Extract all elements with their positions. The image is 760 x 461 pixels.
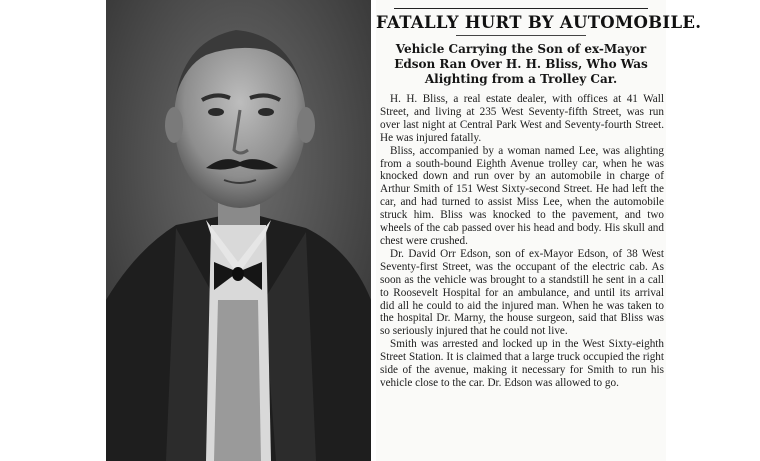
article-body <box>380 93 664 390</box>
article-paragraph: H. H. Bliss, a real estate dealer, with offices at 41 Wall Street, and living at 235 West Seventy-fifth Street, was run over last night at Central Park West and Seventy-fourth Street. He was injured fatally. <box>380 93 664 144</box>
article-paragraph: Smith was arrested and locked up in the West Sixty-eighth Street Station. It is claimed that a large truck occupied the right side of the avenue, making it necessary for Smith to run his vehicle close to the car. Dr. Edson was allowed to go. <box>380 338 664 389</box>
portrait-illustration <box>106 0 371 461</box>
article-headline: FATALLY HURT BY AUTOMOBILE. <box>376 13 702 32</box>
article-deck: Vehicle Carrying the Son of ex-Mayor Edson Ran Over H. H. Bliss, Who Was Alighting from a Trolley Car. <box>394 42 648 86</box>
article-paragraph: Bliss, accompanied by a woman named Lee, was alighting from a south-bound Eighth Avenue trolley car, when he was knocked down and run over by an automobile in charge of Arthur Smith of 151 West Sixty-second Street. He had left the car, and had turned to assist Miss Lee, when the automobile struck him. Bliss was knocked to the pavement, and two wheels of the cab passed over his head and body. His skull and chest were crushed. <box>380 144 664 247</box>
top-rule <box>394 8 648 9</box>
newspaper-clipping <box>376 0 702 461</box>
article-paragraph: Dr. David Orr Edson, son of ex-Mayor Edson, of 38 West Seventy-first Street, was the occupant of the electric cab. As soon as the vehicle was brought to a standstill he sent in a call to Roosevelt Hospital for an ambulance, and until its arrival did all he could to aid the injured man. When he was taken to the hospital Dr. Marny, the house surgeon, said that Bliss was so seriously injured that he could not live. <box>380 247 664 338</box>
headline-rule <box>456 35 586 36</box>
portrait-photo <box>106 0 371 461</box>
